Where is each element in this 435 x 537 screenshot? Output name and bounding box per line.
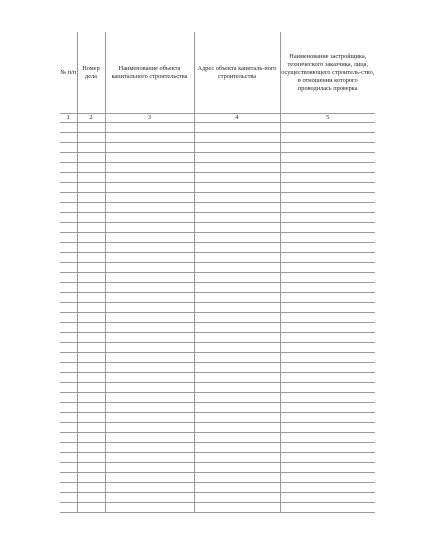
header-object-name: Наименование объекта капитального строительства xyxy=(105,32,194,114)
header-object-address: Адрес объекта капиталь-ного строительства xyxy=(194,32,280,114)
table-cell xyxy=(105,483,194,493)
table-cell xyxy=(60,333,77,343)
table-row xyxy=(60,193,375,203)
table-cell xyxy=(60,213,77,223)
table-cell xyxy=(60,183,77,193)
table-cell xyxy=(105,303,194,313)
table-cell xyxy=(194,363,280,373)
table-cell xyxy=(105,233,194,243)
table-row xyxy=(60,223,375,233)
table-cell xyxy=(194,493,280,503)
table-cell xyxy=(105,353,194,363)
table-cell xyxy=(105,143,194,153)
table-cell xyxy=(77,293,105,303)
table-cell xyxy=(280,433,375,443)
table-cell xyxy=(280,203,375,213)
table-cell xyxy=(77,473,105,483)
table-cell xyxy=(60,343,77,353)
table-cell xyxy=(280,233,375,243)
table-cell xyxy=(194,243,280,253)
table-cell xyxy=(280,163,375,173)
table-cell xyxy=(60,253,77,263)
table-cell xyxy=(60,133,77,143)
register-table xyxy=(60,32,375,513)
table-cell xyxy=(60,123,77,133)
table-cell xyxy=(280,263,375,273)
table-cell xyxy=(280,323,375,333)
table-cell xyxy=(105,463,194,473)
table-cell xyxy=(77,123,105,133)
table-row xyxy=(60,333,375,343)
table-cell xyxy=(77,153,105,163)
table-cell xyxy=(77,183,105,193)
table-cell xyxy=(194,163,280,173)
table-cell xyxy=(280,353,375,363)
table-cell xyxy=(60,203,77,213)
table-cell xyxy=(105,413,194,423)
table-cell xyxy=(194,473,280,483)
table-cell xyxy=(60,423,77,433)
table-cell xyxy=(280,243,375,253)
table-cell xyxy=(60,233,77,243)
table-cell xyxy=(60,383,77,393)
table-cell xyxy=(60,223,77,233)
table-cell xyxy=(280,293,375,303)
table-cell xyxy=(194,423,280,433)
table-cell xyxy=(194,203,280,213)
table-cell xyxy=(194,443,280,453)
table-cell xyxy=(105,203,194,213)
column-number: 5 xyxy=(280,114,375,123)
column-number: 3 xyxy=(105,114,194,123)
table-row xyxy=(60,183,375,193)
table-row xyxy=(60,383,375,393)
table-cell xyxy=(194,293,280,303)
table-cell xyxy=(60,293,77,303)
table-cell xyxy=(194,123,280,133)
table-cell xyxy=(60,483,77,493)
table-cell xyxy=(194,143,280,153)
table-row xyxy=(60,343,375,353)
table-row xyxy=(60,163,375,173)
table-cell xyxy=(60,363,77,373)
table-row xyxy=(60,493,375,503)
table-cell xyxy=(105,253,194,263)
table-cell xyxy=(280,253,375,263)
table-cell xyxy=(105,163,194,173)
table-cell xyxy=(77,193,105,203)
table-row xyxy=(60,213,375,223)
table-cell xyxy=(60,313,77,323)
table-cell xyxy=(194,213,280,223)
table-cell xyxy=(280,333,375,343)
table-cell xyxy=(77,373,105,383)
table-cell xyxy=(105,243,194,253)
table-cell xyxy=(77,383,105,393)
table-cell xyxy=(60,473,77,483)
table-cell xyxy=(194,483,280,493)
table-cell xyxy=(105,433,194,443)
table-cell xyxy=(105,383,194,393)
table-row xyxy=(60,483,375,493)
table-cell xyxy=(77,493,105,503)
table-cell xyxy=(194,273,280,283)
table-cell xyxy=(60,273,77,283)
table-cell xyxy=(77,443,105,453)
table-cell xyxy=(60,503,77,513)
table-cell xyxy=(77,143,105,153)
table-row xyxy=(60,323,375,333)
table-cell xyxy=(194,153,280,163)
column-number: 2 xyxy=(77,114,105,123)
table-row xyxy=(60,153,375,163)
table-cell xyxy=(60,193,77,203)
table-cell xyxy=(60,403,77,413)
table-cell xyxy=(77,313,105,323)
table-cell xyxy=(105,363,194,373)
table-cell xyxy=(105,473,194,483)
table-cell xyxy=(280,303,375,313)
table-cell xyxy=(60,453,77,463)
table-cell xyxy=(280,413,375,423)
table-row xyxy=(60,423,375,433)
table-cell xyxy=(280,313,375,323)
table-cell xyxy=(280,283,375,293)
table-row xyxy=(60,263,375,273)
table-cell xyxy=(105,423,194,433)
table-cell xyxy=(60,283,77,293)
column-number: 1 xyxy=(60,114,77,123)
table-row xyxy=(60,413,375,423)
table-cell xyxy=(77,483,105,493)
table-cell xyxy=(105,283,194,293)
table-cell xyxy=(105,183,194,193)
table-cell xyxy=(105,273,194,283)
table-cell xyxy=(60,163,77,173)
table-cell xyxy=(77,223,105,233)
table-cell xyxy=(60,263,77,273)
table-cell xyxy=(194,313,280,323)
table-cell xyxy=(280,213,375,223)
table-cell xyxy=(280,503,375,513)
table-cell xyxy=(280,483,375,493)
table-cell xyxy=(280,473,375,483)
table-cell xyxy=(280,123,375,133)
table-cell xyxy=(105,223,194,233)
table-row xyxy=(60,453,375,463)
table-cell xyxy=(194,403,280,413)
table-row xyxy=(60,243,375,253)
table-cell xyxy=(105,123,194,133)
table-cell xyxy=(77,263,105,273)
table-cell xyxy=(280,273,375,283)
table-cell xyxy=(280,463,375,473)
table-cell xyxy=(280,443,375,453)
table-row xyxy=(60,303,375,313)
table-cell xyxy=(77,433,105,443)
table-body xyxy=(60,123,375,513)
table-cell xyxy=(194,393,280,403)
header-case-number: Номер дела xyxy=(77,32,105,114)
column-number-row xyxy=(60,114,375,123)
table-cell xyxy=(194,173,280,183)
table-cell xyxy=(60,413,77,423)
table-row xyxy=(60,403,375,413)
table-cell xyxy=(194,503,280,513)
table-cell xyxy=(280,343,375,353)
table-row xyxy=(60,433,375,443)
table-cell xyxy=(105,393,194,403)
table-cell xyxy=(194,323,280,333)
table-cell xyxy=(194,283,280,293)
table-row xyxy=(60,443,375,453)
column-number: 4 xyxy=(194,114,280,123)
table-cell xyxy=(280,143,375,153)
table-cell xyxy=(280,193,375,203)
table-cell xyxy=(105,333,194,343)
table-cell xyxy=(60,493,77,503)
table-cell xyxy=(194,133,280,143)
table-cell xyxy=(280,173,375,183)
table-cell xyxy=(280,363,375,373)
table-cell xyxy=(105,503,194,513)
table-cell xyxy=(194,373,280,383)
table-cell xyxy=(77,273,105,283)
table-cell xyxy=(77,463,105,473)
table-cell xyxy=(194,233,280,243)
header-index: № п/п xyxy=(60,32,77,114)
table-cell xyxy=(105,313,194,323)
table-cell xyxy=(280,153,375,163)
table-cell xyxy=(194,413,280,423)
table-cell xyxy=(77,423,105,433)
table-cell xyxy=(77,283,105,293)
table-cell xyxy=(194,183,280,193)
table-cell xyxy=(60,393,77,403)
table-cell xyxy=(105,193,194,203)
table-cell xyxy=(77,253,105,263)
table-cell xyxy=(60,373,77,383)
table-cell xyxy=(194,453,280,463)
table-cell xyxy=(77,363,105,373)
table-cell xyxy=(280,403,375,413)
table-cell xyxy=(194,223,280,233)
table-row xyxy=(60,353,375,363)
table-cell xyxy=(280,423,375,433)
table-cell xyxy=(77,343,105,353)
table-cell xyxy=(77,403,105,413)
table-cell xyxy=(194,343,280,353)
table-cell xyxy=(77,413,105,423)
table-cell xyxy=(77,133,105,143)
table-cell xyxy=(77,503,105,513)
table-row xyxy=(60,463,375,473)
table-cell xyxy=(77,203,105,213)
table-cell xyxy=(194,253,280,263)
table-row xyxy=(60,133,375,143)
table-row xyxy=(60,363,375,373)
table-cell xyxy=(77,453,105,463)
table-cell xyxy=(60,323,77,333)
table-row xyxy=(60,393,375,403)
table-cell xyxy=(194,463,280,473)
table-row xyxy=(60,503,375,513)
table-row xyxy=(60,253,375,263)
table-cell xyxy=(105,443,194,453)
table-cell xyxy=(105,133,194,143)
table-cell xyxy=(60,463,77,473)
table-row xyxy=(60,143,375,153)
table-cell xyxy=(77,303,105,313)
table-cell xyxy=(105,173,194,183)
table-cell xyxy=(105,453,194,463)
table-cell xyxy=(77,213,105,223)
table-cell xyxy=(60,433,77,443)
table-header-row xyxy=(60,32,375,114)
table-cell xyxy=(77,243,105,253)
table-cell xyxy=(60,353,77,363)
table-cell xyxy=(105,153,194,163)
table-cell xyxy=(60,303,77,313)
table-cell xyxy=(77,333,105,343)
table-cell xyxy=(60,173,77,183)
table-row xyxy=(60,173,375,183)
table-row xyxy=(60,293,375,303)
table-cell xyxy=(60,153,77,163)
table-cell xyxy=(194,383,280,393)
table-row xyxy=(60,313,375,323)
table-cell xyxy=(77,233,105,243)
table-cell xyxy=(194,353,280,363)
table-row xyxy=(60,273,375,283)
table-cell xyxy=(280,453,375,463)
table-row xyxy=(60,473,375,483)
table-row xyxy=(60,123,375,133)
table-cell xyxy=(280,133,375,143)
table-cell xyxy=(77,323,105,333)
table-cell xyxy=(105,213,194,223)
table-cell xyxy=(105,343,194,353)
table-cell xyxy=(105,493,194,503)
table-cell xyxy=(105,263,194,273)
table-cell xyxy=(280,393,375,403)
table-cell xyxy=(77,163,105,173)
table-cell xyxy=(105,293,194,303)
table-cell xyxy=(194,303,280,313)
table-cell xyxy=(105,323,194,333)
table-cell xyxy=(280,223,375,233)
table-cell xyxy=(77,393,105,403)
table-row xyxy=(60,203,375,213)
header-developer-name: Наименование застройщика, технического заказчика, лица, осуществляющего строитель-ство, в отношении которого проводилась проверка xyxy=(280,32,375,114)
table-cell xyxy=(194,193,280,203)
table-cell xyxy=(105,403,194,413)
table-cell xyxy=(280,383,375,393)
table-cell xyxy=(60,243,77,253)
table-row xyxy=(60,283,375,293)
table-cell xyxy=(77,353,105,363)
table-cell xyxy=(280,373,375,383)
table-cell xyxy=(60,143,77,153)
table-cell xyxy=(194,433,280,443)
table-cell xyxy=(194,263,280,273)
table-cell xyxy=(280,493,375,503)
table-row xyxy=(60,373,375,383)
table-cell xyxy=(60,443,77,453)
table-row xyxy=(60,233,375,243)
table-cell xyxy=(105,373,194,383)
table-cell xyxy=(77,173,105,183)
table-cell xyxy=(194,333,280,343)
table-cell xyxy=(280,183,375,193)
